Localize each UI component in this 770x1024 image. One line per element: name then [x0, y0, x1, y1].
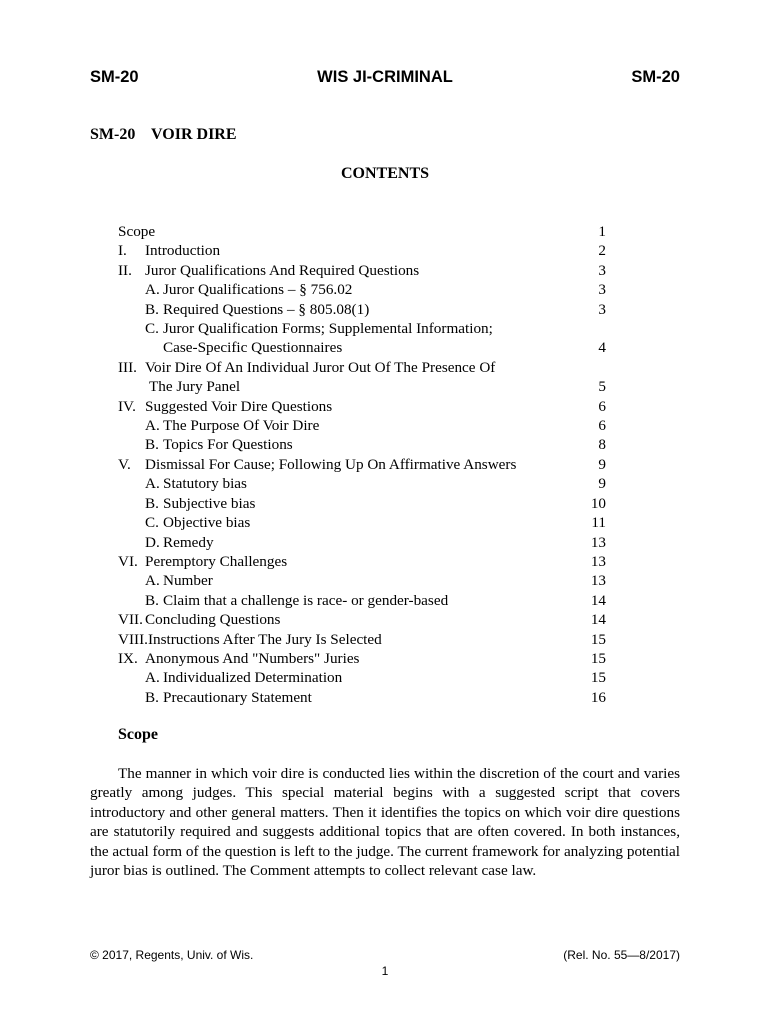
toc-entry-text: Statutory bias [163, 475, 247, 493]
running-header [90, 68, 680, 90]
toc-entry [118, 474, 606, 493]
toc-entry-page: 11 [591, 514, 606, 532]
toc-entry-label: IX. [118, 649, 138, 667]
toc-entry [118, 571, 606, 590]
toc-entry-label: I. [118, 242, 127, 260]
toc-entry [118, 494, 606, 513]
toc-entry-label: II. [118, 261, 132, 279]
toc-entry-text: Number [163, 572, 213, 590]
toc-entry-text: Introduction [145, 242, 221, 260]
toc-entry-label: C. [145, 320, 159, 338]
toc-entry-text: Anonymous And "Numbers" Juries [145, 649, 360, 667]
toc-entry-text: Suggested Voir Dire Questions [145, 397, 333, 415]
toc-entry-label: A. [145, 572, 160, 590]
toc-entry-text: Voir Dire Of An Individual Juror Out Of The Presence Of [145, 358, 496, 376]
toc-entry-page: 14 [590, 611, 606, 629]
document-title [90, 126, 237, 144]
toc-entry-label: VIII. [118, 630, 148, 648]
toc-entry-page: 2 [598, 242, 606, 260]
toc-entry-text: Juror Qualifications And Required Questions [145, 261, 420, 279]
contents-heading: CONTENTS [340, 165, 430, 182]
toc-entry-label: C. [145, 514, 159, 532]
toc-entry-text: Topics For Questions [163, 436, 293, 454]
toc-entry-text: Case-Specific Questionnaires [163, 339, 343, 357]
toc-entry-page: 10 [590, 494, 606, 512]
toc-entry [118, 241, 606, 260]
toc-entry-label: VII. [118, 611, 143, 629]
toc-entry [118, 280, 606, 299]
toc-entry-label: VI. [118, 552, 138, 570]
toc-entry-label: A. [145, 281, 160, 299]
toc-entry-text: Instructions After The Jury Is Selected [147, 630, 382, 648]
toc-entry-label: III. [118, 358, 137, 376]
toc-entry [118, 513, 606, 532]
toc-entry-label: V. [118, 455, 131, 473]
title-number: SM-20 [90, 126, 136, 143]
toc-entry-label: B. [145, 300, 159, 318]
toc-entry-label: A. [145, 417, 160, 435]
toc-entry-page: 13 [590, 533, 606, 551]
toc-entry-text: Remedy [163, 533, 214, 551]
toc-entry-text: The Jury Panel [149, 378, 241, 396]
toc-entry-page: 5 [598, 378, 606, 396]
toc-entry-text: Juror Qualifications – § 756.02 [163, 281, 353, 299]
toc-entry-text: Concluding Questions [145, 611, 281, 629]
toc-entry [118, 533, 606, 552]
toc-entry [118, 300, 606, 319]
toc-entry [118, 397, 606, 416]
toc-entry-text: Peremptory Challenges [145, 552, 288, 570]
toc-entry-label: A. [145, 475, 160, 493]
toc-entry [118, 358, 606, 397]
toc-entry-label: B. [145, 436, 159, 454]
header-left: SM-20 [90, 68, 139, 86]
title-text: VOIR DIRE [151, 126, 237, 143]
toc-entry [118, 416, 606, 435]
scope-heading: Scope [118, 726, 158, 743]
toc-entry-page: 6 [598, 417, 606, 435]
toc-entry-page: 15 [590, 669, 606, 687]
toc-entry-text: Scope [118, 223, 156, 240]
toc-entry-page: 15 [590, 630, 606, 648]
toc-entry-label: B. [145, 591, 159, 609]
toc-entry-text: The Purpose Of Voir Dire [163, 417, 320, 435]
toc-entry-page: 8 [598, 436, 606, 454]
toc-entry [118, 630, 606, 649]
toc-entry-label: A. [145, 669, 160, 687]
toc-entry-text: Claim that a challenge is race- or gender-based [163, 591, 449, 609]
toc-entry [118, 610, 606, 629]
header-center: WIS JI-CRIMINAL [317, 68, 453, 86]
toc-entry-page: 3 [598, 261, 606, 279]
toc-entry-text: Dismissal For Cause; Following Up On Affirmative Answers [145, 455, 517, 473]
toc-entry-text: Subjective bias [163, 494, 256, 512]
toc-entry-page: 9 [598, 475, 606, 493]
toc-entry-page: 1 [598, 223, 606, 240]
scope-paragraph: The manner in which voir dire is conducted lies within the discretion of the court and varies greatly among judges. This special material begins with a suggested script that covers introductory and other general matters. Then it identifies the topics on which voir dire questions are statutorily required and suggests additional topics that are often covered. In both instances, the actual form of the question is left to the judge. The current framework for analyzing potential juror bias is outlined. The Comment attempts to collect relevant case law. [90, 765, 680, 880]
toc-entry-page: 4 [598, 339, 606, 357]
toc-entry-page: 9 [598, 455, 606, 473]
footer-copyright: © 2017, Regents, Univ. of Wis. [90, 948, 254, 962]
toc-entry [118, 455, 606, 474]
toc-entry-text: Juror Qualification Forms; Supplemental Information; [163, 320, 493, 338]
toc-entry-text: Objective bias [163, 514, 251, 532]
toc-entry [118, 552, 606, 571]
header-right: SM-20 [631, 68, 680, 86]
toc-entry [118, 261, 606, 280]
toc-entry-page: 15 [590, 649, 606, 667]
toc-entry-page: 13 [590, 572, 606, 590]
footer-release: (Rel. No. 55—8/2017) [563, 948, 680, 962]
toc-entry [118, 591, 606, 610]
toc-entry-label: D. [145, 533, 160, 551]
toc-entry-page: 3 [598, 300, 606, 318]
toc-entry [118, 688, 606, 707]
toc-entry-page: 3 [598, 281, 606, 299]
toc-entry [118, 435, 606, 454]
toc-entry [118, 319, 606, 358]
toc-entry-text: Precautionary Statement [163, 688, 312, 706]
toc-entry-text: Individualized Determination [163, 669, 343, 687]
toc-entry [118, 222, 606, 241]
toc-entry-page: 16 [590, 688, 606, 706]
toc-entry-page: 13 [590, 552, 606, 570]
toc-entry [118, 649, 606, 668]
toc-entry-text: Required Questions – § 805.08(1) [163, 300, 370, 318]
table-of-contents [118, 222, 606, 707]
toc-entry-label: IV. [118, 397, 136, 415]
toc-entry-page: 14 [590, 591, 606, 609]
toc-entry [118, 668, 606, 687]
toc-entry-label: B. [145, 688, 159, 706]
page-number: 1 [381, 964, 389, 978]
toc-entry-page: 6 [598, 397, 606, 415]
toc-entry-label: B. [145, 494, 159, 512]
